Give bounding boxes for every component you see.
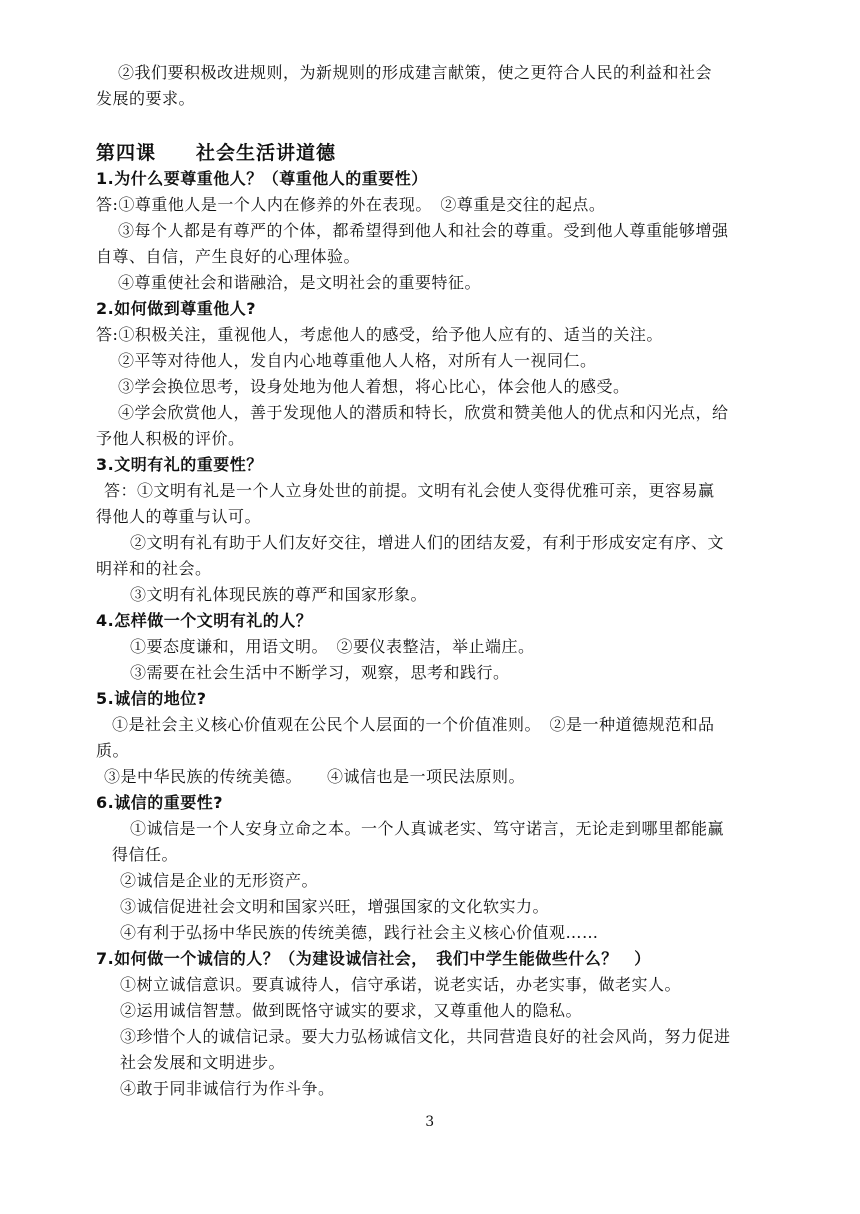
answer-1-line: 自尊、自信，产生良好的心理体验。: [96, 247, 361, 266]
intro-line-2: 发展的要求。: [96, 89, 196, 108]
answer-3-line: ②文明有礼有助于人们友好交往，增进人们的团结友爱，有利于形成安定有序、文: [130, 533, 725, 552]
answer-6-line: ④有利于弘扬中华民族的传统美德，践行社会主义核心价值观……: [120, 923, 599, 942]
question-2-heading: 2.如何做到尊重他人?: [96, 299, 256, 318]
answer-1-line: ④尊重使社会和谐融洽，是文明社会的重要特征。: [118, 273, 482, 292]
answer-3-line: 明祥和的社会。: [96, 559, 212, 578]
page-number: 3: [425, 1114, 435, 1130]
question-5-heading: 5.诚信的地位?: [96, 689, 207, 708]
answer-3-line: ③文明有礼体现民族的尊严和国家形象。: [130, 585, 428, 604]
answer-7-line: ④敢于同非诚信行为作斗争。: [120, 1079, 335, 1098]
question-3-heading: 3.文明有礼的重要性？: [96, 455, 263, 474]
answer-5-line: ③是中华民族的传统美德。 ④诚信也是一项民法原则。: [104, 767, 526, 786]
question-4-heading: 4.怎样做一个文明有礼的人？: [96, 611, 313, 630]
answer-3-line: 得他人的尊重与认可。: [96, 507, 262, 526]
answer-2-line: ④学会欣赏他人，善于发现他人的潜质和特长，欣赏和赞美他人的优点和闪光点，给: [118, 403, 729, 422]
answer-7-line: ①树立诚信意识。要真诚待人，信守承诺，说老实话，办老实事，做老实人。: [120, 975, 682, 994]
answer-5-line: 质。: [96, 741, 130, 760]
answer-1-line: 答:①尊重他人是一个人内在修养的外在表现。 ②尊重是交往的起点。: [96, 195, 606, 214]
intro-line-1: ②我们要积极改进规则，为新规则的形成建言献策，使之更符合人民的利益和社会: [118, 63, 713, 82]
question-7-heading: 7.如何做一个诚信的人？（为建设诚信社会， 我们中学生能做些什么？ ）: [96, 949, 651, 968]
answer-2-line: ③学会换位思考，设身处地为他人着想，将心比心，体会他人的感受。: [118, 377, 630, 396]
question-1-heading: 1.为什么要尊重他人？（尊重他人的重要性）: [96, 169, 428, 188]
answer-7-line: ③珍惜个人的诚信记录。要大力弘杨诚信文化，共同营造良好的社会风尚，努力促进: [120, 1027, 731, 1046]
answer-7-line: 社会发展和文明进步。: [120, 1053, 286, 1072]
answer-3-line: 答：①文明有礼是一个人立身处世的前提。文明有礼会使人变得优雅可亲，更容易赢: [104, 481, 715, 500]
answer-2-line: 答:①积极关注，重视他人，考虑他人的感受，给予他人应有的、适当的关注。: [96, 325, 663, 344]
answer-4-line: ③需要在社会生活中不断学习，观察，思考和践行。: [130, 663, 510, 682]
answer-7-line: ②运用诚信智慧。做到既恪守诚实的要求，又尊重他人的隐私。: [120, 1001, 583, 1020]
answer-2-line: ②平等对待他人，发自内心地尊重他人人格，对所有人一视同仁。: [118, 351, 597, 370]
answer-6-line: 得信任。: [112, 845, 179, 864]
answer-2-line: 予他人积极的评价。: [96, 429, 245, 448]
answer-6-line: ③诚信促进社会文明和国家兴旺，增强国家的文化软实力。: [120, 897, 550, 916]
question-6-heading: 6.诚信的重要性?: [96, 793, 223, 812]
lesson-title: 第四课 社会生活讲道德: [96, 142, 337, 164]
answer-4-line: ①要态度谦和，用语文明。 ②要仪表整洁，举止端庄。: [130, 637, 535, 656]
answer-6-line: ①诚信是一个人安身立命之本。一个人真诚老实、笃守诺言，无论走到哪里都能赢: [130, 819, 725, 838]
answer-6-line: ②诚信是企业的无形资产。: [120, 871, 319, 890]
answer-1-line: ③每个人都是有尊严的个体，都希望得到他人和社会的尊重。受到他人尊重能够增强: [118, 221, 729, 240]
answer-5-line: ①是社会主义核心价值观在公民个人层面的一个价值准则。 ②是一种道德规范和品: [112, 715, 715, 734]
